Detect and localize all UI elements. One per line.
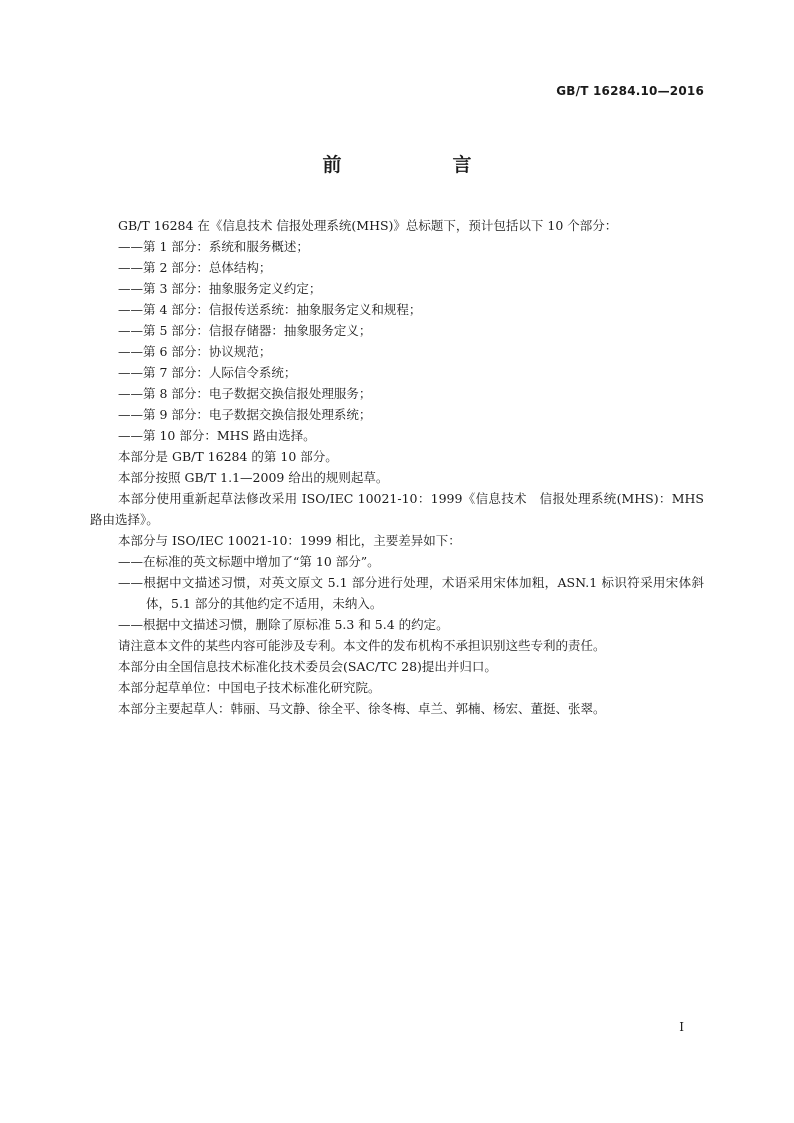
part-list-item: ——第 2 部分：总体结构； [118,260,272,275]
part-list-item: ——第 9 部分：电子数据交换信报处理系统； [118,407,372,422]
drafting-rule-paragraph: 本部分按照 GB/T 1.1—2009 给出的规则起草。 [118,470,389,485]
foreword-body [90,215,704,719]
difference-item: ——根据中文描述习惯，对英文原文 5.1 部分进行处理，术语采用宋体加粗，ASN.1 标识符采用宋体斜体，5.1 部分的其他约定不适用，未纳入。 [118,575,704,611]
intro-paragraph: GB/T 16284 在《信息技术 信报处理系统(MHS)》总标题下，预计包括以下 10 个部分： [118,218,618,233]
part-list-item: ——第 10 部分：MHS 路由选择。 [118,428,316,443]
drafting-unit-paragraph: 本部分起草单位：中国电子技术标准化研究院。 [118,680,381,695]
part-list-item: ——第 6 部分：协议规范； [118,344,272,359]
adoption-paragraph: 本部分使用重新起草法修改采用 ISO/IEC 10021-10：1999《信息技术 信报处理系统(MHS)：MHS 路由选择》。 [90,491,704,527]
differences-intro-paragraph: 本部分与 ISO/IEC 10021-10：1999 相比，主要差异如下： [118,533,461,548]
part-list-item: ——第 1 部分：系统和服务概述； [118,239,309,254]
difference-item: ——在标准的英文标题中增加了“第 10 部分”。 [118,554,380,569]
page-title: 前 言 [322,154,518,176]
drafters-paragraph: 本部分主要起草人：韩丽、马文静、徐全平、徐冬梅、卓兰、郭楠、杨宏、董挺、张翠。 [118,701,606,716]
standard-code: GB/T 16284.10—2016 [556,84,704,98]
patent-notice-paragraph: 请注意本文件的某些内容可能涉及专利。本文件的发布机构不承担识别这些专利的责任。 [118,638,606,653]
part-list-item: ——第 5 部分：信报存储器：抽象服务定义； [118,323,372,338]
proposed-by-paragraph: 本部分由全国信息技术标准化技术委员会(SAC/TC 28)提出并归口。 [118,659,497,674]
part-list-item: ——第 8 部分：电子数据交换信报处理服务； [118,386,372,401]
difference-item: ——根据中文描述习惯，删除了原标准 5.3 和 5.4 的约定。 [118,617,449,632]
part-list-item: ——第 7 部分：人际信令系统； [118,365,297,380]
part-list-item: ——第 4 部分：信报传送系统：抽象服务定义和规程； [118,302,422,317]
page-number: I [679,1020,684,1034]
this-part-paragraph: 本部分是 GB/T 16284 的第 10 部分。 [118,449,338,464]
part-list-item: ——第 3 部分：抽象服务定义约定； [118,281,322,296]
